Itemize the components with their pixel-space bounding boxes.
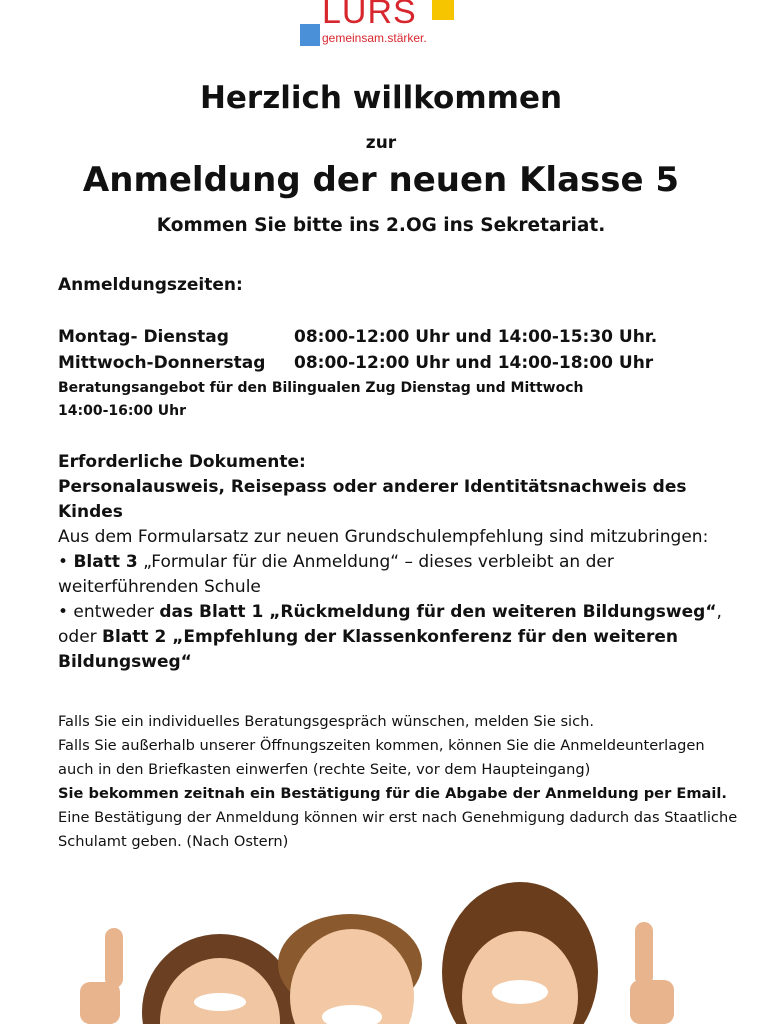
documents-section: [58, 450, 738, 675]
bullet-2-mid: , oder: [58, 602, 722, 647]
info-line-2: Falls Sie außerhalb unserer Öffnungszeiten kommen, können Sie die Anmeldeunterlagen auch in den Briefkasten einwerfen (rechte Seite, vor dem Haupteingang): [58, 737, 705, 778]
logo-slogan: gemeinsam.stärker.: [322, 31, 427, 45]
info-line-1: Falls Sie ein individuelles Beratungsgespräch wünschen, melden Sie sich.: [58, 713, 595, 730]
bullet-2-bold-2: Blatt 2 „Empfehlung der Klassenkonferenz für den weiteren Bildungsweg“: [58, 627, 679, 672]
info-line-4: Eine Bestätigung der Anmeldung können wir erst nach Genehmigung dadurch das Staatliche Schulamt geben. (Nach Ostern): [58, 809, 738, 850]
bilingual-info-line1: Beratungsangebot für den Bilingualen Zug Dienstag und Mittwoch: [58, 380, 584, 396]
bullet-1-bold: Blatt 3: [73, 552, 138, 572]
bullet-marker: •: [58, 552, 74, 572]
times-row: [58, 350, 738, 376]
times-heading: Anmeldungszeiten:: [58, 275, 243, 295]
logo-name: LURS: [322, 0, 417, 31]
welcome-heading: Herzlich willkommen: [199, 80, 563, 116]
times-row-days: Mittwoch-Donnerstag: [58, 353, 266, 373]
logo-blue-square: [300, 24, 320, 46]
documents-intro: Aus dem Formularsatz zur neuen Grundschulempfehlung sind mitzubringen:: [58, 527, 709, 547]
bullet-2-bold: das Blatt 1 „Rückmeldung für den weiteren Bildungsweg“: [159, 602, 717, 622]
times-row-hours: 08:00-12:00 Uhr und 14:00-18:00 Uhr: [294, 353, 654, 373]
info-line-3: Sie bekommen zeitnah ein Bestätigung für die Abgabe der Anmeldung per Email.: [58, 785, 727, 802]
documents-bullet-1: [58, 550, 738, 600]
page-title: Anmeldung der neuen Klasse 5: [82, 160, 680, 200]
bullet-1-text: „Formular für die Anmeldung“ – dieses verbleibt an der weiterführenden Schule: [58, 552, 614, 597]
zur-text: zur: [365, 133, 397, 153]
logo-yellow-square: [432, 0, 454, 20]
info-section: [58, 710, 738, 854]
times-row-days: Montag- Dienstag: [58, 327, 229, 347]
bilingual-info-line2: 14:00-16:00 Uhr: [58, 403, 187, 419]
documents-bullet-2: [58, 600, 738, 675]
bullet-2-prefix: • entweder: [58, 602, 160, 622]
children-thumbs-up-photo: [70, 862, 700, 1024]
page-subtitle: Kommen Sie bitte ins 2.OG ins Sekretariat.: [156, 215, 606, 236]
documents-heading: Erforderliche Dokumente:: [58, 452, 306, 472]
times-row-hours: 08:00-12:00 Uhr und 14:00-15:30 Uhr.: [294, 327, 658, 347]
documents-id-line: Personalausweis, Reisepass oder anderer Identitätsnachweis des Kindes: [58, 477, 687, 522]
times-row: [58, 324, 738, 350]
